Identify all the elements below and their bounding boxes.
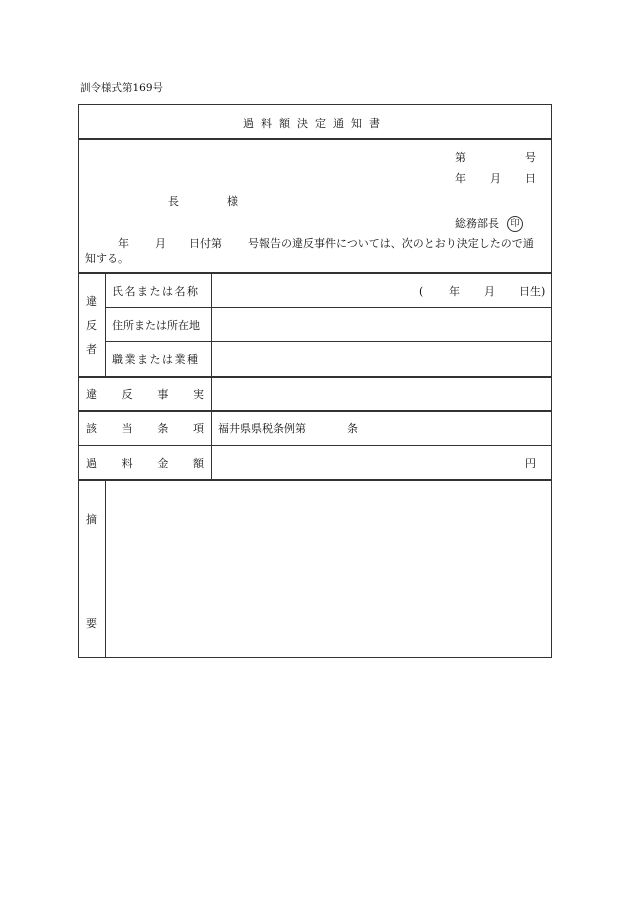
name-label: 氏名または名称 — [112, 285, 200, 298]
document-no-suffix: 号 — [525, 151, 536, 164]
body-text-line1: 号報告の違反事件については、次のとおり決定したので通 — [248, 237, 534, 250]
row-divider — [105, 307, 551, 308]
fine-unit: 円 — [525, 457, 536, 470]
section-divider — [79, 445, 551, 446]
clause-value-suffix: 条 — [347, 422, 358, 435]
section-divider — [79, 479, 551, 481]
form-number: 訓令様式第169号 — [80, 82, 164, 94]
violator-label-char: 反 — [86, 319, 97, 332]
seal-mark: 印 — [507, 216, 523, 232]
occupation-label: 職業または業種 — [112, 353, 200, 366]
body-day-prefix: 日付第 — [189, 237, 222, 250]
address-label: 住所または所在地 — [112, 319, 200, 332]
label-column-divider — [211, 273, 212, 411]
birth-year: 年 — [449, 285, 460, 298]
remarks-label-divider — [105, 481, 106, 658]
notice-form — [78, 104, 552, 658]
violator-label-char: 違 — [86, 295, 97, 308]
violator-label-divider — [105, 273, 106, 376]
document-no-prefix: 第 — [455, 151, 466, 164]
date-month: 月 — [490, 172, 501, 185]
birth-open-paren: ( — [419, 285, 424, 298]
addressee-title: 長 — [168, 195, 179, 208]
body-year: 年 — [118, 237, 129, 250]
title-divider — [79, 138, 551, 140]
form-title: 過料額決定通知書 — [243, 117, 387, 130]
date-day: 日 — [525, 172, 536, 185]
section-divider — [79, 410, 551, 412]
sender-name — [455, 216, 523, 232]
fine-amount-label: 過 料 金 額 — [86, 457, 204, 470]
row-divider — [105, 341, 551, 342]
date-year: 年 — [455, 172, 466, 185]
remarks-label-char: 要 — [86, 617, 97, 630]
violator-label-char: 者 — [86, 343, 97, 356]
applicable-clause-label: 該 当 条 項 — [86, 422, 204, 435]
violation-fact-label: 違 反 事 実 — [86, 388, 204, 401]
body-month: 月 — [155, 237, 166, 250]
clause-value-prefix: 福井県県税条例第 — [218, 422, 306, 435]
addressee-honorific: 様 — [227, 195, 238, 208]
birth-month: 月 — [484, 285, 495, 298]
birth-day: 日生) — [519, 285, 546, 298]
remarks-label-char: 摘 — [86, 513, 97, 526]
section-divider — [79, 376, 551, 378]
sender-title: 総務部長 — [455, 217, 499, 230]
header-divider — [79, 272, 551, 274]
body-text-line2: 知する。 — [85, 252, 129, 265]
